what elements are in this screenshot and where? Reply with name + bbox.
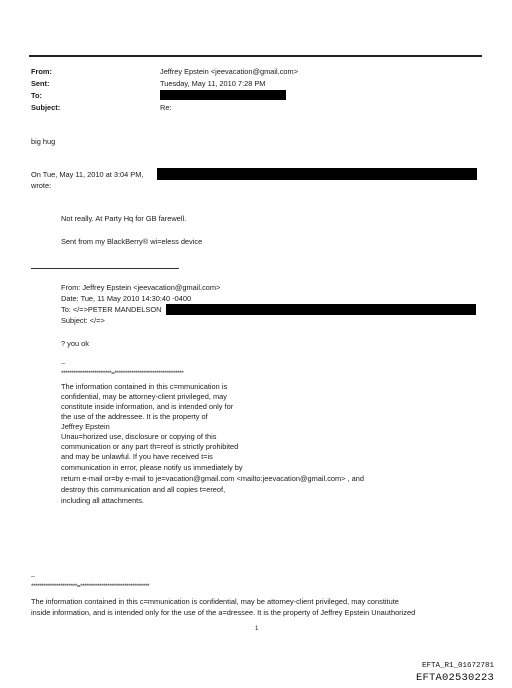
bottom-disclaimer-line: The information contained in this c=mmunication is confidential, may be attorney-client privileged, may constitute [31, 597, 399, 606]
fwd-to-redaction [166, 304, 476, 315]
to-redaction [160, 90, 286, 100]
disclaimer-line: Jeffrey Epstein [61, 422, 110, 431]
fwd-message: ? you ok [61, 339, 89, 348]
disclaimer-line: return e-mail or=by e-mail to je=vacation@gmail.com <mailto:jeevacation@gmail.com> , and [61, 474, 364, 483]
fwd-from-line: From: Jeffrey Epstein <jeevacation@gmail.com> [61, 283, 221, 292]
fwd-date-line: Date: Tue, 11 May 2010 14:30:40 -0400 [61, 294, 192, 303]
bottom-star-divider: **********************=********************************* [31, 583, 150, 590]
disclaimer-line: the use of the addressee. It is the property of [61, 412, 208, 421]
disclaimer-line: communication or any part th=reof is strictly prohibited [61, 442, 239, 451]
disclaimer-line: constitute inside information, and is intended only for [61, 402, 234, 411]
from-value: Jeffrey Epstein <jeevacation@gmail.com> [160, 67, 299, 76]
subject-label: Subject: [31, 103, 61, 112]
sent-value: Tuesday, May 11, 2010 7:28 PM [160, 79, 266, 88]
reply-signature: Sent from my BlackBerry® wi=eless device [61, 237, 203, 246]
disclaimer-line: and may be unlawful. If you have received t=is [61, 452, 213, 461]
quote-intro-line2: wrote: [31, 181, 52, 190]
quote-intro-line1: On Tue, May 11, 2010 at 3:04 PM, [31, 170, 144, 179]
fwd-to-line: To: </=>PETER MANDELSON [61, 305, 162, 314]
quote-separator [31, 268, 179, 269]
greeting-text: big hug [31, 137, 56, 146]
disclaimer-line: Unau=horized use, disclosure or copying of this [61, 432, 217, 441]
sent-label: Sent: [31, 79, 50, 88]
disclaimer-line: communication in error, please notify us immediately by [61, 463, 243, 472]
sender-redaction [157, 168, 477, 180]
footer-id-small: EFTA_R1_01672781 [421, 662, 494, 670]
footer-id-large: EFTA02530223 [415, 672, 494, 684]
fwd-subject-line: Subject: </=> [61, 316, 105, 325]
reply-text: Not really. At Party Hq for GB farewell. [61, 214, 187, 223]
fwd-dash: -- [61, 361, 65, 367]
disclaimer-line: The information contained in this c=mmunication is [61, 382, 228, 391]
bottom-disclaimer-line: inside information, and is intended only for the use of the a=dressee. It is the property of Jeffrey Epstein Unauthorized [31, 608, 416, 617]
fwd-star-divider: ************************=********************************* [61, 370, 184, 377]
from-label: From: [31, 67, 52, 76]
header-rule [29, 55, 482, 57]
disclaimer-line: destroy this communication and all copies t=ereof, [61, 485, 226, 494]
bottom-dash: -- [31, 574, 35, 580]
to-label: To: [31, 91, 42, 100]
subject-value: Re: [160, 103, 172, 112]
disclaimer-line: confidential, may be attorney-client privileged, may [61, 392, 227, 401]
page-number: 1 [255, 626, 259, 632]
disclaimer-line: including all attachments. [61, 496, 144, 505]
